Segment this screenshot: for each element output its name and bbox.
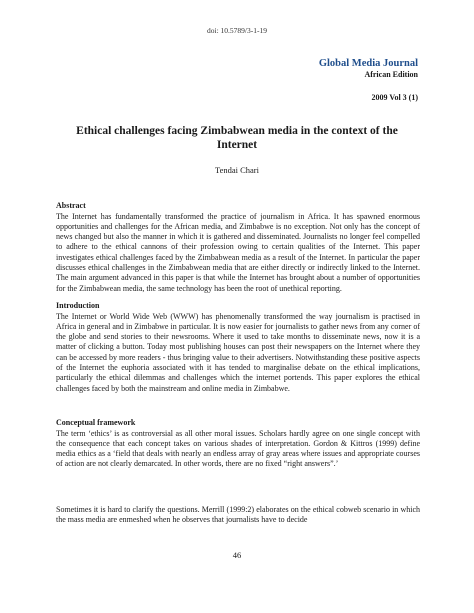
doi-line: doi: 10.5789/3-1-19 [207, 26, 267, 35]
abstract-heading: Abstract [56, 201, 86, 210]
page-number: 46 [232, 550, 242, 560]
conceptual-framework-body: The term ‘ethics’ is as controversial as all other moral issues. Scholars hardly agree on one single concept with the consequence that each concept takes on various shades of interpretation. Gordon & Kittros (1999) define media ethics as a ‘field that deals with nearly an endless array of gray areas where issues and appropriate courses of action are not clearly demarcated. In other words, there are no fixed “right answers”.’ [56, 428, 420, 469]
paper-title-line-2: Internet [216, 139, 258, 151]
introduction-heading: Introduction [56, 301, 100, 310]
introduction-section [56, 301, 420, 394]
introduction-body: The Internet or World Wide Web (WWW) has phenomenally transformed the way journalism is practised in Africa in general and in Zimbabwe in particular. It is now easier for journalists to gather news from any corner of the globe and send stories to their newsrooms. Where it used to take months to disseminate news, now it is a matter of clicking a button. Today most publishing houses can post their newspapers on the Internet where they can be accessed by more readers - thus bringing value to their advertisers. Notwithstanding these positive aspects of the Internet the euphoria associated with it has tended to marginalise debate on the ethical implications, particularly the ethical dilemmas and challenges which the internet portends. This paper explores the ethical challenges faced by both the mainstream and online media in Zimbabwe. [56, 311, 420, 393]
continuation-paragraph: Sometimes it is hard to clarify the questions. Merrill (1999:2) elaborates on the ethical cobweb scenario in which the mass media are enmeshed when he observes that journalists have to decide [56, 505, 420, 525]
conceptual-framework-section [56, 418, 420, 470]
journal-masthead [319, 58, 418, 102]
journal-edition: African Edition [364, 70, 418, 79]
paper-author: Tendai Chari [214, 165, 259, 175]
paper-title-line-1: Ethical challenges facing Zimbabwean media in the context of the [76, 125, 398, 137]
journal-issue: 2009 Vol 3 (1) [371, 93, 418, 102]
abstract-section [56, 201, 420, 294]
abstract-body: The Internet has fundamentally transformed the practice of journalism in Africa. It has spawned enormous opportunities and challenges for the African media, and Zimbabwe is no exception. Not only has the concept of news changed but also the manner in which it is gathered and disseminated. Journalists no longer feel compelled to adhere to the ethical cannons of their profession owing to certain qualities of the Internet. This paper investigates ethical challenges faced by the Zimbabwean media as a result of the Internet. In particular the paper discusses ethical challenges in the Zimbabwean media that are either directly or indirectly linked to the Internet. The main argument advanced in this paper is that while the Internet has brought about a number of opportunities for the Zimbabwean media, the same technology has been the root of unethical reporting. [56, 211, 420, 293]
paper-title [40, 124, 434, 152]
continuation-paragraph-section [56, 505, 420, 526]
journal-name: Global Media Journal [318, 58, 418, 69]
conceptual-framework-heading: Conceptual framework [56, 418, 136, 427]
